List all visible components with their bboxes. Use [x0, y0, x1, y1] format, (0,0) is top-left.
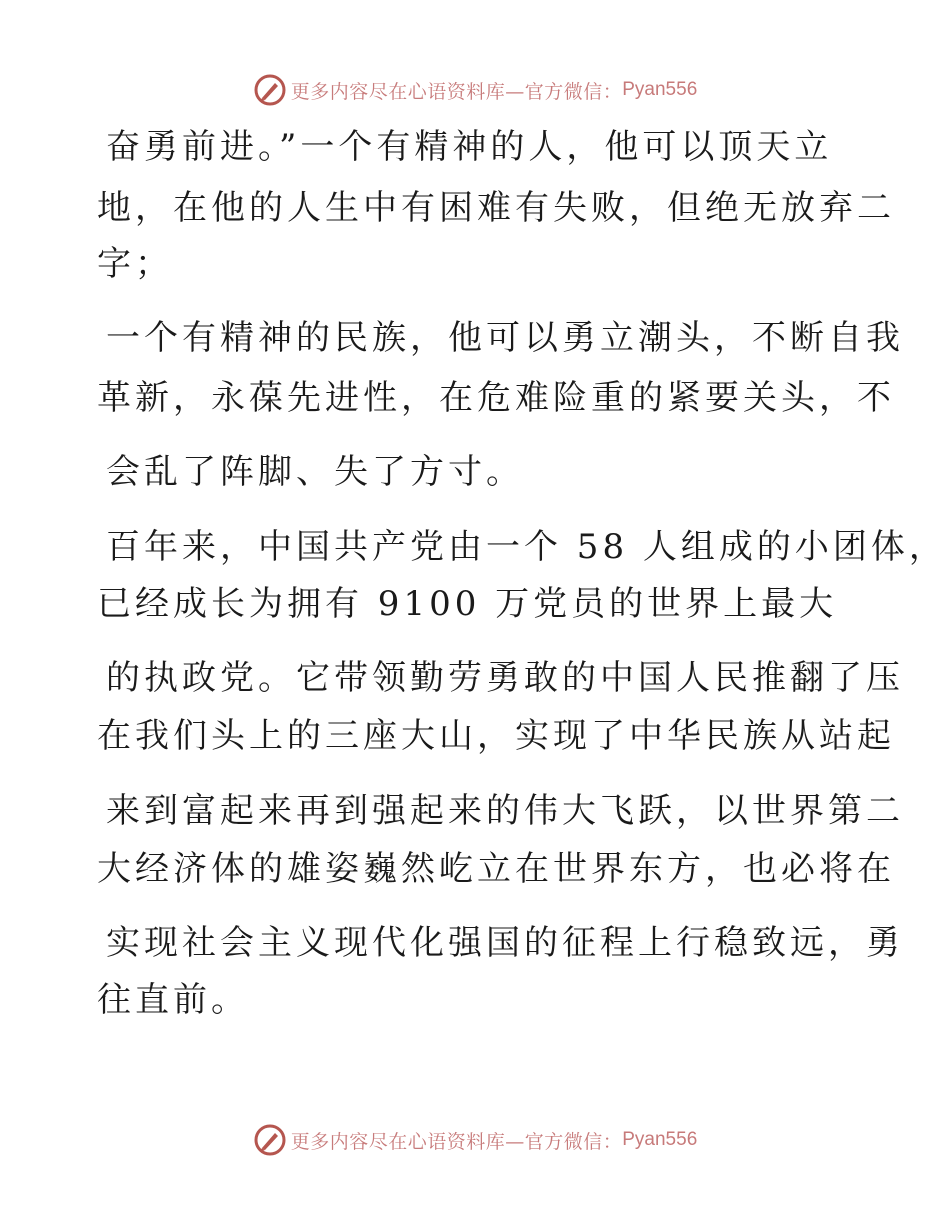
- banner-text: 更多内容尽在心语资料库—官方微信：: [290, 1130, 623, 1153]
- body-line: 实现社会主义现代化强国的征程上行稳致远，勇: [106, 923, 904, 963]
- pen-logo-icon: [253, 1123, 287, 1157]
- body-line: 的执政党。它带领勤劳勇敢的中国人民推翻了压: [106, 658, 904, 698]
- body-line: 革新，永葆先进性，在危难险重的紧要关头，不: [97, 378, 895, 418]
- body-line: 一个有精神的民族，他可以勇立潮头，不断自我: [106, 318, 904, 358]
- header-banner: [0, 70, 950, 110]
- body-line: 在我们头上的三座大山，实现了中华民族从站起: [97, 716, 895, 756]
- pen-logo-icon: [253, 73, 287, 107]
- wechat-id: Pyan556: [622, 79, 698, 100]
- body-line: 往直前。: [97, 980, 249, 1020]
- body-line: 会乱了阵脚、失了方寸。: [106, 452, 524, 492]
- banner-text: 更多内容尽在心语资料库—官方微信：: [290, 80, 623, 103]
- body-line: 字；: [97, 244, 173, 284]
- footer-banner: [0, 1120, 950, 1160]
- body-line: 大经济体的雄姿巍然屹立在世界东方，也必将在: [97, 849, 895, 889]
- body-line: 奋勇前进。”一个有精神的人，他可以顶天立: [106, 127, 833, 167]
- body-line: 已经成长为拥有 9100 万党员的世界上最大: [97, 584, 838, 624]
- body-line: 来到富起来再到强起来的伟大飞跃，以世界第二: [106, 791, 904, 831]
- body-line: 地，在他的人生中有困难有失败，但绝无放弃二: [97, 188, 895, 228]
- wechat-id: Pyan556: [622, 1129, 698, 1150]
- body-line: 百年来，中国共产党由一个 58 人组成的小团体，: [106, 527, 947, 567]
